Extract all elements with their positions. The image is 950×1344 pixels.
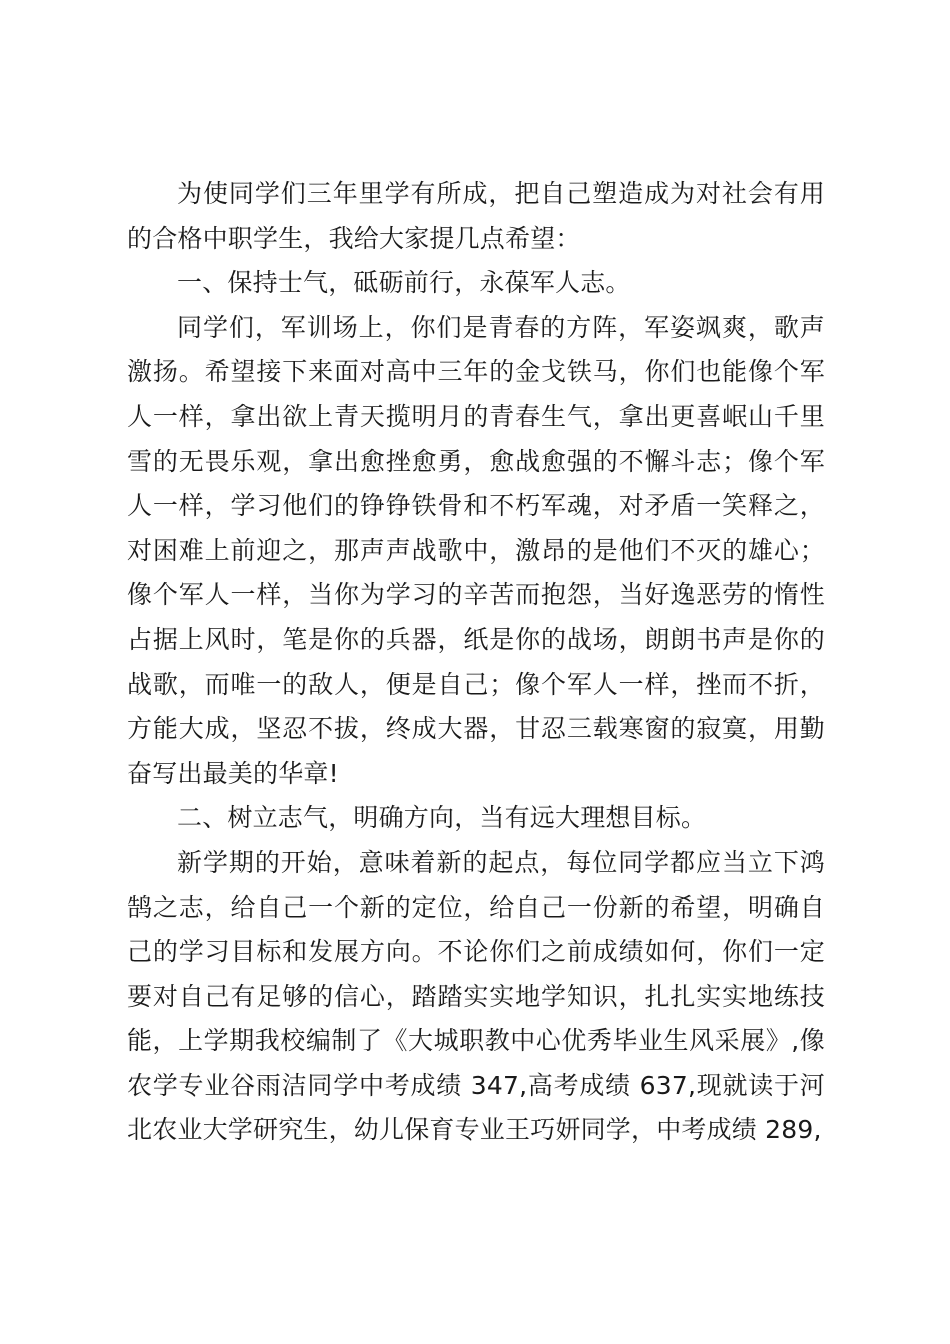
document-body bbox=[127, 172, 825, 1153]
paragraph-military-spirit: 同学们，军训场上，你们是青春的方阵，军姿飒爽，歌声激扬。希望接下来面对高中三年的金戈铁马，你们也能像个军人一样，拿出欲上青天揽明月的青春生气，拿出更喜岷山千里雪的无畏乐观，拿出愈挫愈勇，愈战愈强的不懈斗志；像个军人一样，学习他们的铮铮铁骨和不朽军魂，对矛盾一笑释之，对困难上前迎之，那声声战歌中，激昂的是他们不灭的雄心；像个军人一样，当你为学习的辛苦而抱怨，当好逸恶劳的惰性占据上风时，笔是你的兵器，纸是你的战场，朗朗书声是你的战歌，而唯一的敌人，便是自己；像个军人一样，挫而不折，方能大成，坚忍不拔，终成大器，甘忍三载寒窗的寂寞，用勤奋写出最美的华章! bbox=[127, 312, 825, 788]
paragraph-ambition: 新学期的开始，意味着新的起点，每位同学都应当立下鸿鹄之志，给自己一个新的定位，给自己一份新的希望，明确自己的学习目标和发展方向。不论你们之前成绩如何，你们一定要对自己有足够的信心，踏踏实实地学知识，扎扎实实地练技能，上学期我校编制了《大城职教中心优秀毕业生风采展》,像农学专业谷雨洁同学中考成绩 347,高考成绩 637,现就读于河北农业大学研究生，幼儿保育专业王巧妍同学，中考成绩 289, bbox=[127, 847, 825, 1145]
paragraph-intro: 为使同学们三年里学有所成，把自己塑造成为对社会有用的合格中职学生，我给大家提几点希望： bbox=[127, 179, 825, 253]
heading-point-one: 一、保持士气，砥砺前行，永葆军人志。 bbox=[177, 268, 631, 298]
heading-point-two: 二、树立志气，明确方向，当有远大理想目标。 bbox=[177, 803, 707, 833]
